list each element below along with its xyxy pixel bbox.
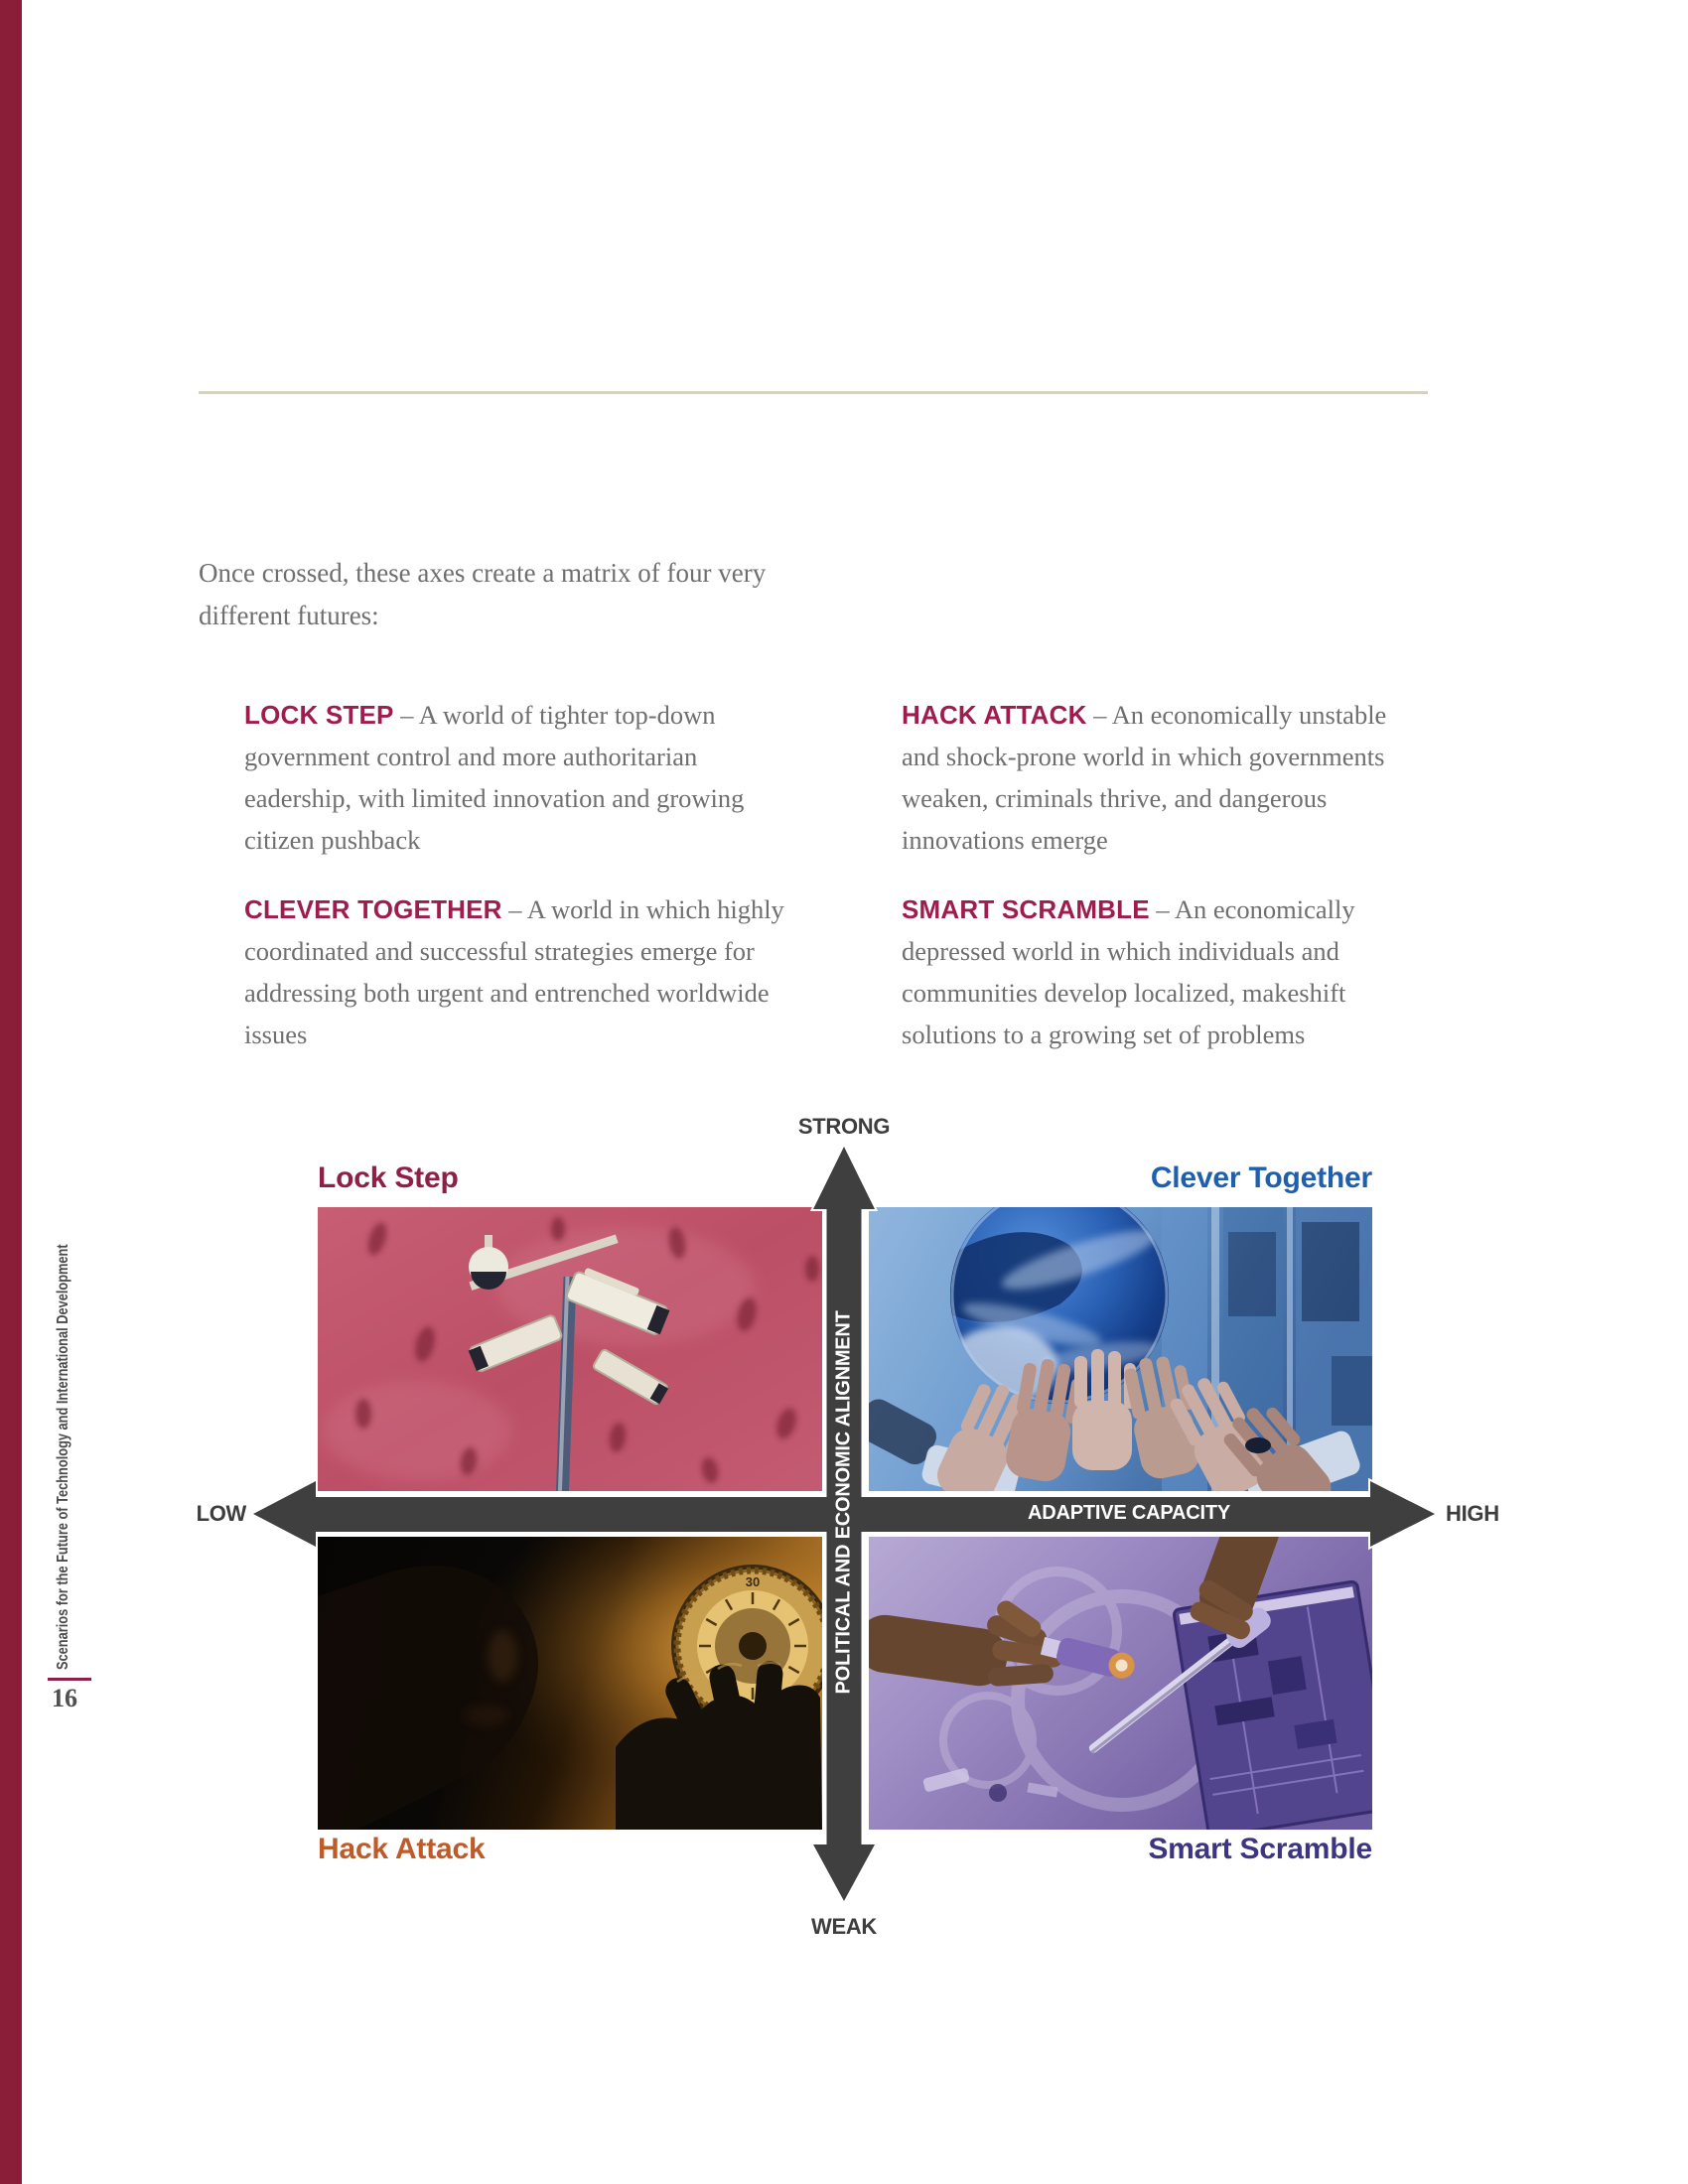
quadrant-title-lock-step: Lock Step	[318, 1161, 459, 1194]
axis-end-label-low: LOW	[196, 1501, 246, 1526]
page-edge-color-bar	[0, 0, 22, 2184]
scenario-title-lock-step: LOCK STEP	[244, 699, 394, 730]
sidebar-running-title: Scenarios for the Future of Technology and International Development	[55, 1244, 71, 1670]
header-rule	[199, 391, 1428, 394]
scenario-smart-scramble	[902, 888, 1400, 1055]
page-number: 16	[52, 1684, 77, 1712]
axis-end-label-high: HIGH	[1446, 1501, 1499, 1526]
scenario-body-clever-together: – A world in which highly coordinated and successful strategies emerge for addressing both urgent and entrenched worldwide issues	[244, 893, 784, 1049]
axis-end-label-weak: WEAK	[810, 1914, 877, 1939]
vertical-axis-label: POLITICAL AND ECONOMIC ALIGNMENT	[832, 1310, 855, 1695]
scenario-title-hack-attack: HACK ATTACK	[902, 699, 1087, 730]
safe-dial-number: 30	[745, 1574, 761, 1589]
axis-end-label-strong: STRONG	[797, 1114, 891, 1139]
intro-paragraph: Once crossed, these axes create a matrix of four very different futures:	[199, 558, 767, 630]
folio-rule	[48, 1678, 91, 1681]
scenario-hack-attack	[902, 694, 1400, 861]
scenario-body-smart-scramble: – An economically depressed world in which individuals and communities develop localized, makeshift solutions to a growing set of problems	[902, 893, 1355, 1049]
scenario-title-clever-together: CLEVER TOGETHER	[244, 893, 502, 924]
scenario-body-lock-step: – A world of tighter top-down government control and more authoritarian eadership, with limited innovation and growing citizen pushback	[244, 699, 745, 855]
scenario-clever-together	[244, 888, 788, 1055]
scenario-title-smart-scramble: SMART SCRAMBLE	[902, 893, 1150, 924]
quadrant-title-smart-scramble: Smart Scramble	[1148, 1833, 1372, 1865]
horizontal-axis-label: ADAPTIVE CAPACITY	[1028, 1502, 1231, 1524]
scenario-lock-step	[244, 694, 788, 861]
matrix-axes	[169, 1092, 1479, 1946]
quadrant-title-hack-attack: Hack Attack	[318, 1833, 486, 1865]
scenario-body-hack-attack: – An economically unstable and shock-prone world in which governments weaken, criminals thrive, and dangerous innovations emerge	[902, 699, 1387, 855]
quadrant-title-clever-together: Clever Together	[1150, 1161, 1372, 1194]
